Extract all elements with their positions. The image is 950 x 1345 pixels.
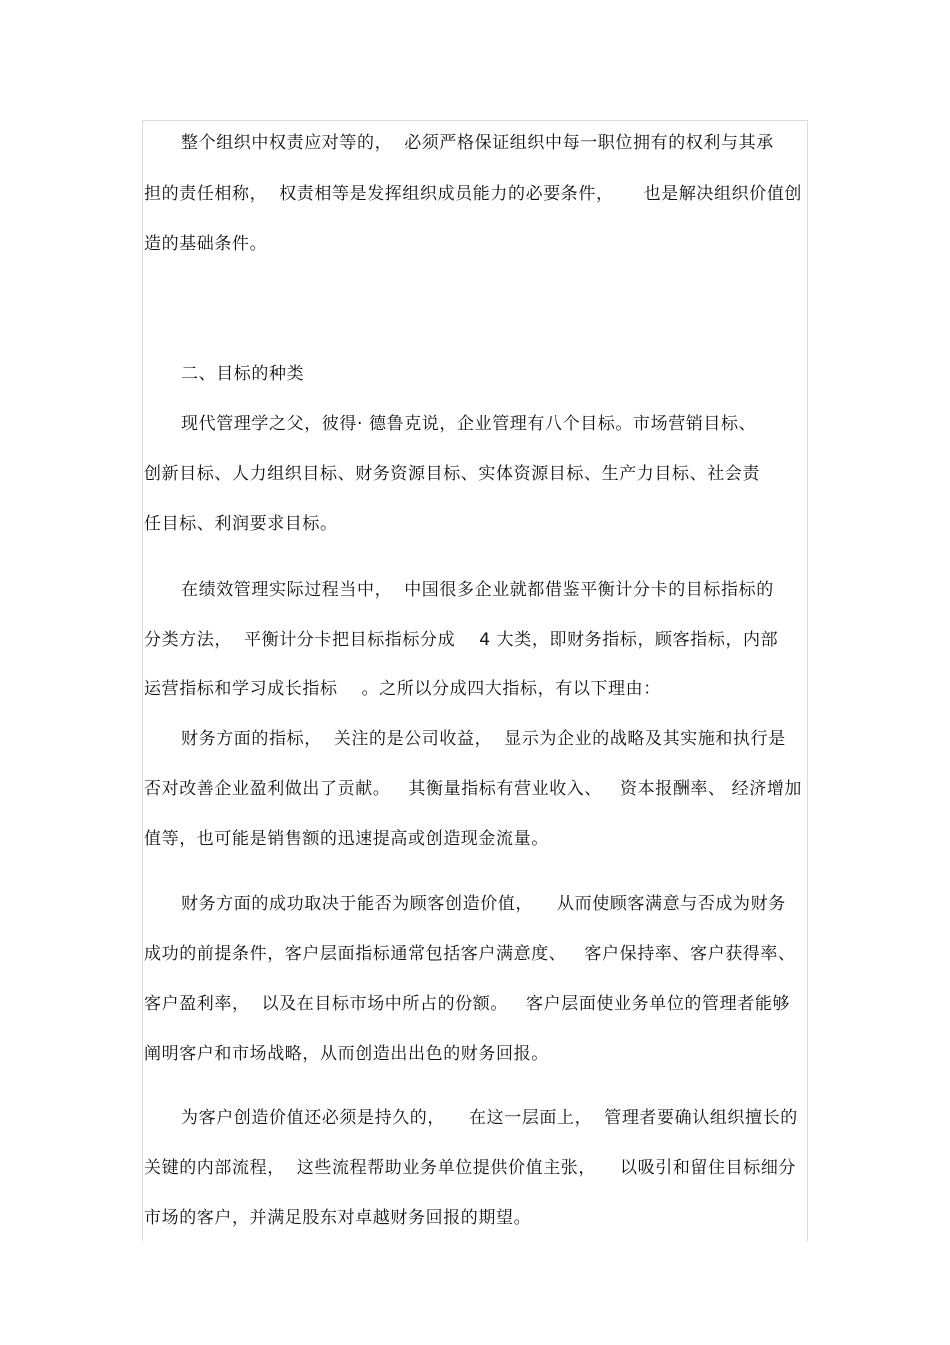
paragraph-3-line-1: 在绩效管理实际过程当中， 中国很多企业就都借鉴平衡计分卡的目标指标的: [181, 580, 774, 600]
paragraph-5-line-2: 成功的前提条件，客户层面指标通常包括客户满意度、 客户保持率、客户获得率、: [144, 944, 796, 964]
paragraph-4-line-1: 财务方面的指标， 关注的是公司收益， 显示为企业的战略及其实施和执行是: [181, 729, 786, 749]
paragraph-2-line-3: 任目标、利润要求目标。: [144, 514, 338, 534]
paragraph-6-line-2: 关键的内部流程， 这些流程帮助业务单位提供价值主张， 以吸引和留住目标细分: [144, 1158, 797, 1178]
paragraph-5-line-3: 客户盈利率， 以及在目标市场中所占的份额。 客户层面使业务单位的管理者能够: [144, 994, 791, 1014]
section-heading: 二、目标的种类: [181, 364, 305, 384]
paragraph-4-line-3: 值等，也可能是销售额的迅速提高或创造现金流量。: [144, 829, 549, 849]
paragraph-1-line-2: 担的责任相称， 权责相等是发挥组织成员能力的必要条件， 也是解决组织价值创: [144, 184, 803, 204]
paragraph-5-line-4: 阐明客户和市场战略，从而创造出出色的财务回报。: [144, 1044, 549, 1064]
paragraph-4-line-2: 否对改善企业盈利做出了贡献。 其衡量指标有营业收入、 资本报酬率、 经济增加: [144, 779, 803, 799]
paragraph-2-line-2: 创新目标、人力组织目标、财务资源目标、实体资源目标、生产力目标、社会责: [144, 464, 760, 484]
paragraph-5-line-1: 财务方面的成功取决于能否为顾客创造价值， 从而使顾客满意与否成为财务: [181, 894, 786, 914]
paragraph-2-line-1: 现代管理学之父，彼得· 德鲁克说，企业管理有八个目标。市场营销目标、: [181, 414, 757, 434]
paragraph-6-line-3: 市场的客户，并满足股东对卓越财务回报的期望。: [144, 1208, 532, 1228]
paragraph-6-line-1: 为客户创造价值还必须是持久的， 在这一层面上， 管理者要确认组织擅长的: [181, 1108, 798, 1128]
paragraph-3-line-3: 运营指标和学习成长指标 。之所以分成四大指标，有以下理由：: [144, 679, 661, 699]
paragraph-3-line-2: 分类方法， 平衡计分卡把目标指标分成 4 大类，即财务指标，顾客指标，内部: [144, 630, 779, 650]
paragraph-1-line-3: 造的基础条件。: [144, 234, 268, 254]
paragraph-1-line-1: 整个组织中权责应对等的， 必须严格保证组织中每一职位拥有的权利与其承: [181, 133, 774, 153]
